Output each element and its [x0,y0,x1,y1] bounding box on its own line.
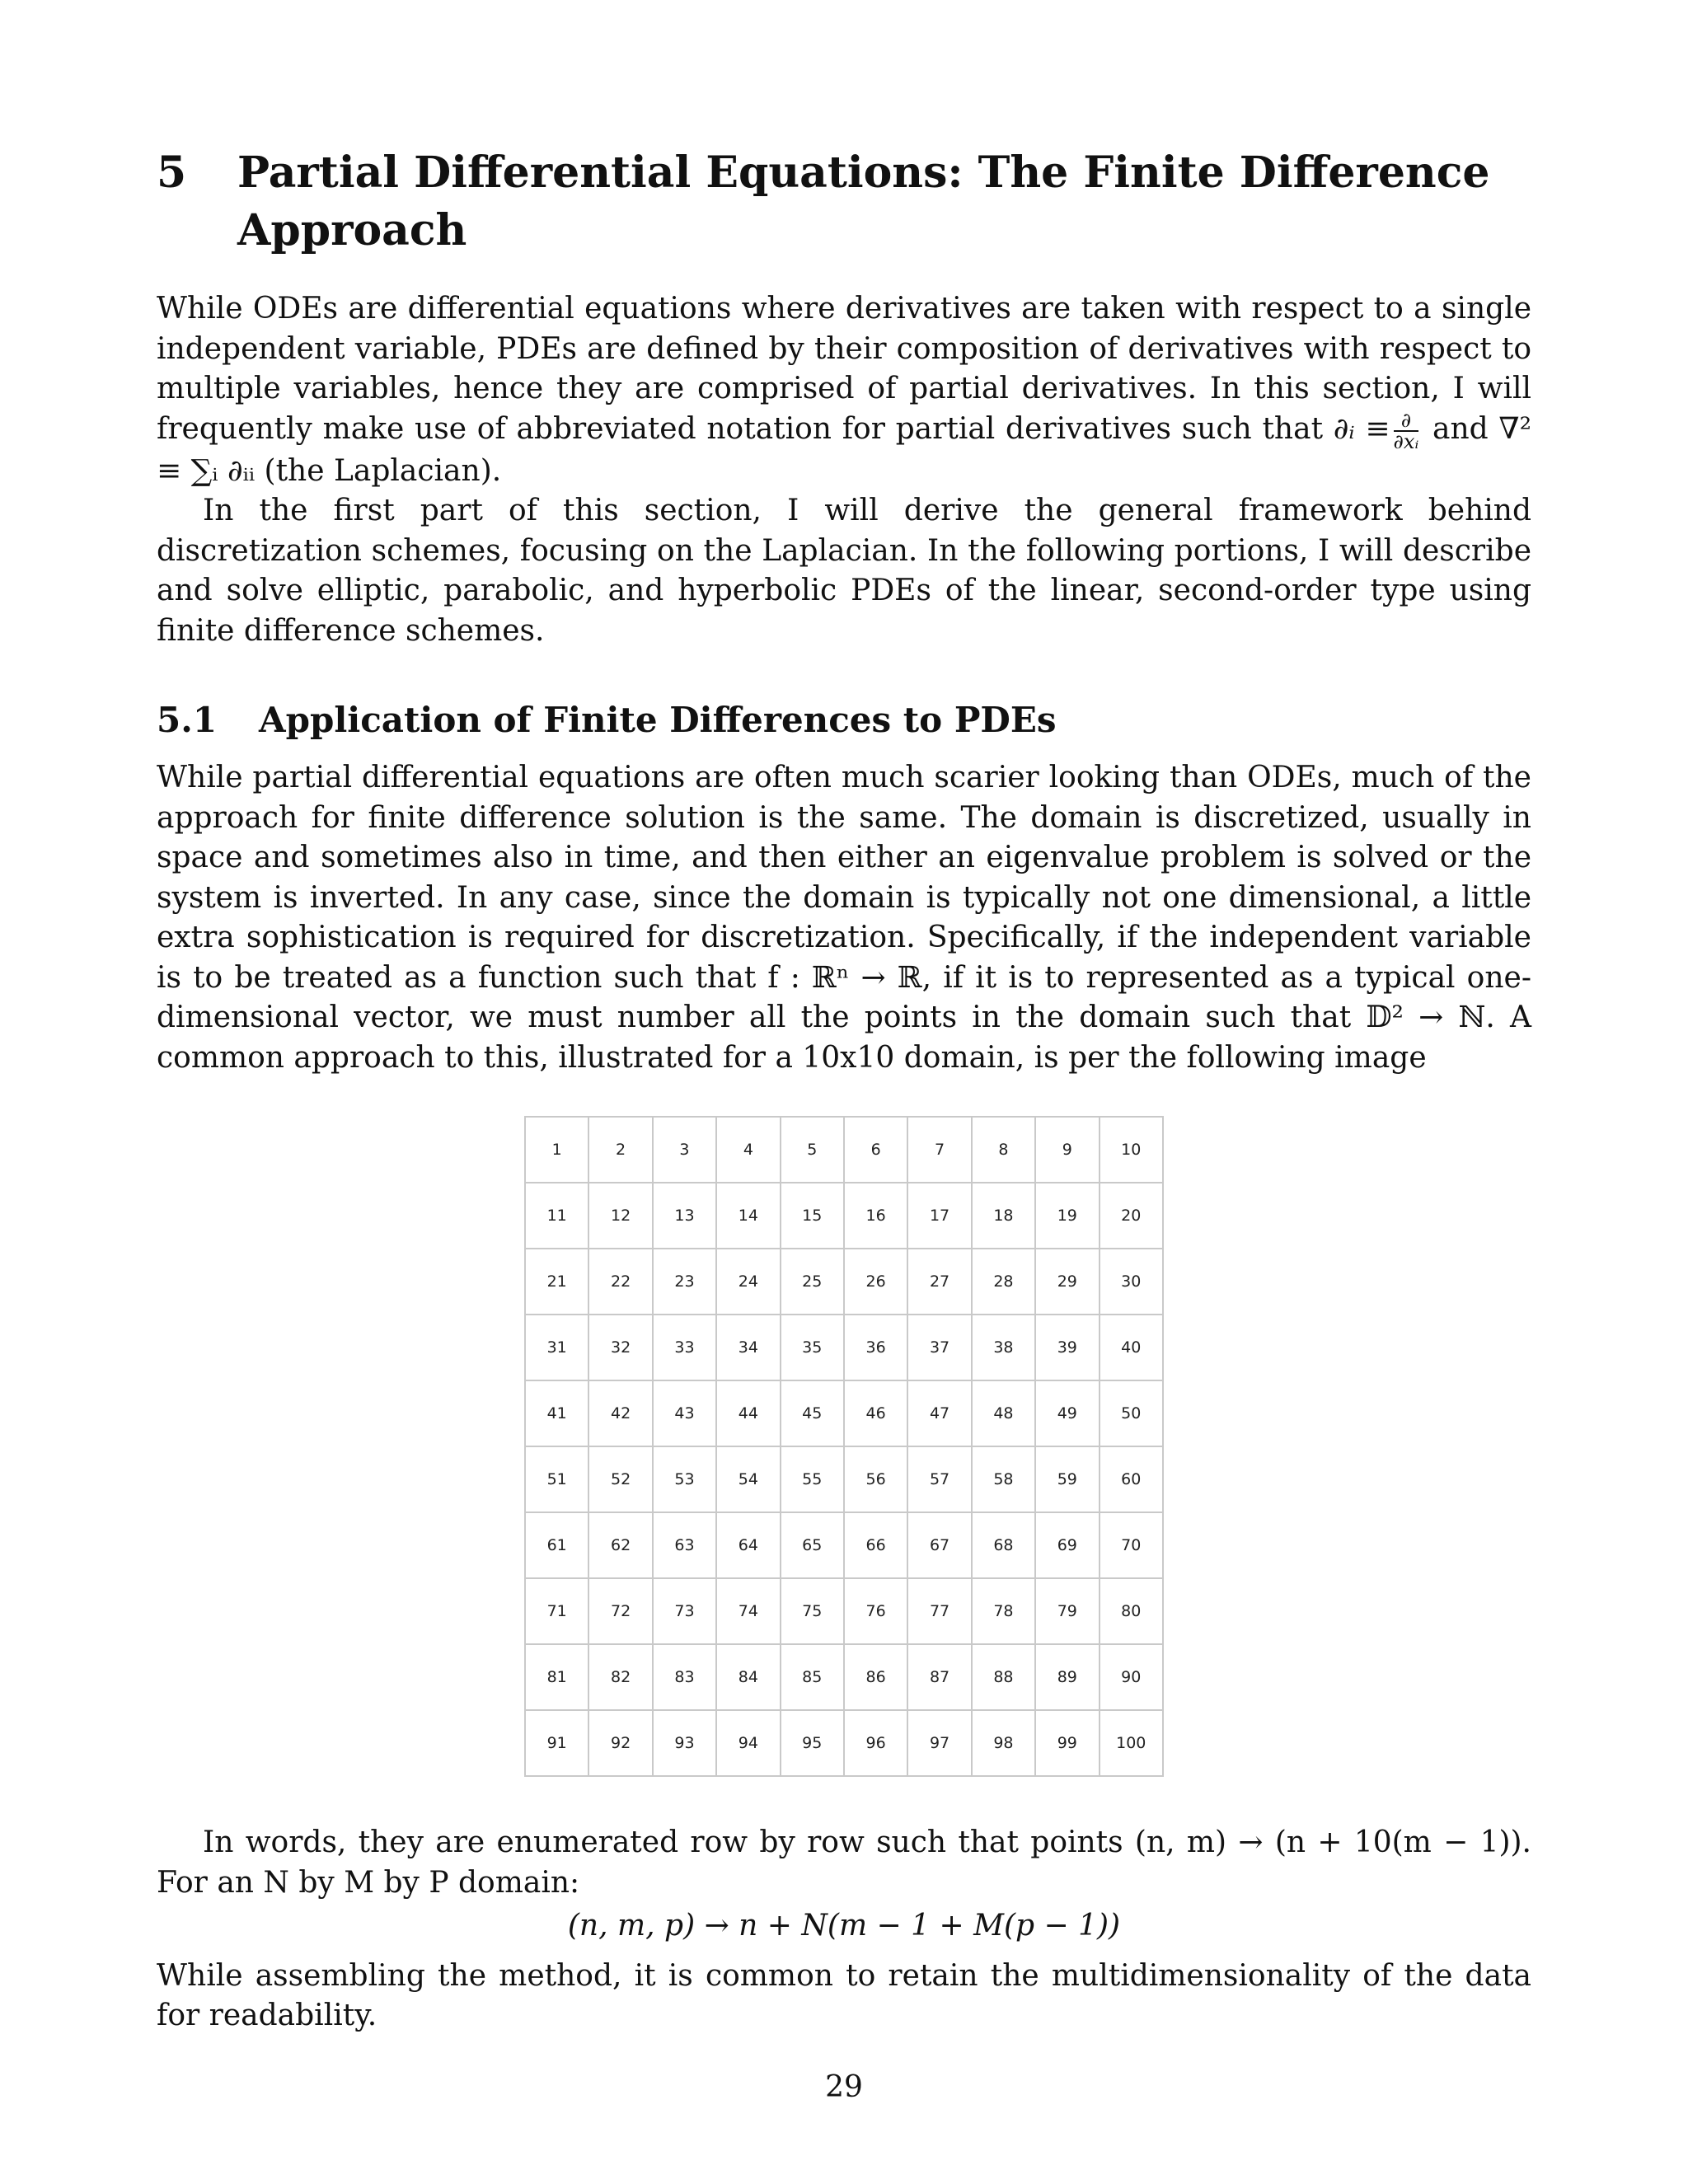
section-heading [157,144,1531,260]
grid-cell: 26 [844,1249,907,1315]
grid-cell: 83 [653,1644,716,1710]
grid-row [525,1315,1163,1380]
grid-cell: 56 [844,1446,907,1512]
enumeration-grid [524,1116,1164,1777]
grid-cell: 49 [1035,1380,1099,1446]
grid-cell: 24 [716,1249,780,1315]
display-equation: (n, m, p) → n + N(m − 1 + M(p − 1)) [567,1909,1121,1943]
grid-cell: 76 [844,1578,907,1644]
grid-row [525,1117,1163,1183]
grid-cell: 99 [1035,1710,1099,1776]
grid-cell: 93 [653,1710,716,1776]
grid-cell: 2 [588,1117,652,1183]
grid-cell: 17 [907,1183,971,1249]
grid-cell: 41 [525,1380,588,1446]
grid-cell: 30 [1100,1249,1163,1315]
partial-notation: ∂ᵢ ≡ [1333,411,1390,446]
grid-cell: 39 [1035,1315,1099,1380]
grid-cell: 29 [1035,1249,1099,1315]
grid-row [525,1578,1163,1644]
grid-cell: 47 [907,1380,971,1446]
intro-paragraph-1 [157,289,1531,491]
grid-cell: 21 [525,1249,588,1315]
grid-cell: 16 [844,1183,907,1249]
grid-cell: 53 [653,1446,716,1512]
grid-cell: 88 [972,1644,1035,1710]
grid-cell: 92 [588,1710,652,1776]
grid-cell: 96 [844,1710,907,1776]
grid-cell: 75 [781,1578,844,1644]
enumeration-grid-figure [524,1116,1164,1777]
grid-cell: 68 [972,1512,1035,1578]
fraction-denominator: ∂xᵢ [1393,429,1419,453]
grid-cell: 23 [653,1249,716,1315]
grid-cell: 8 [972,1117,1035,1183]
grid-row [525,1249,1163,1315]
grid-cell: 100 [1100,1710,1163,1776]
grid-cell: 36 [844,1315,907,1380]
grid-cell: 40 [1100,1315,1163,1380]
subsection-number: 5.1 [157,700,218,740]
grid-cell: 59 [1035,1446,1099,1512]
grid-cell: 66 [844,1512,907,1578]
grid-cell: 82 [588,1644,652,1710]
grid-cell: 62 [588,1512,652,1578]
grid-cell: 84 [716,1644,780,1710]
body-paragraph-1: While partial differential equations are often much scarier looking than ODEs, much of the approach for finite difference solution is the same. The domain is discretized, usually in space and sometimes also in time, and then either an eigenvalue problem is solved or the system is inverted. In any case, since the domain is typically not one dimensional, a little extra sophistication is required for discretization. Specifically, if the independent variable is to be treated as a function such that f : ℝⁿ → ℝ, if it is to represented as a typical one-dimensional vector, we must number all the points in the domain such that 𝔻² → ℕ. A common approach to this, illustrated for a 10x10 domain, is per the following image [157,761,1531,1075]
grid-row [525,1512,1163,1578]
grid-cell: 18 [972,1183,1035,1249]
grid-cell: 9 [1035,1117,1099,1183]
grid-cell: 80 [1100,1578,1163,1644]
grid-cell: 6 [844,1117,907,1183]
grid-cell: 1 [525,1117,588,1183]
grid-cell: 4 [716,1117,780,1183]
grid-cell: 67 [907,1512,971,1578]
grid-cell: 87 [907,1644,971,1710]
grid-cell: 11 [525,1183,588,1249]
grid-cell: 73 [653,1578,716,1644]
grid-cell: 78 [972,1578,1035,1644]
grid-cell: 57 [907,1446,971,1512]
grid-cell: 31 [525,1315,588,1380]
grid-cell: 54 [716,1446,780,1512]
grid-row [525,1380,1163,1446]
grid-row [525,1183,1163,1249]
grid-cell: 72 [588,1578,652,1644]
grid-cell: 77 [907,1578,971,1644]
grid-cell: 94 [716,1710,780,1776]
grid-cell: 28 [972,1249,1035,1315]
grid-cell: 43 [653,1380,716,1446]
page-content [157,144,1531,2036]
grid-cell: 91 [525,1710,588,1776]
grid-cell: 48 [972,1380,1035,1446]
grid-cell: 64 [716,1512,780,1578]
grid-cell: 65 [781,1512,844,1578]
grid-cell: 45 [781,1380,844,1446]
grid-cell: 3 [653,1117,716,1183]
grid-cell: 50 [1100,1380,1163,1446]
grid-cell: 10 [1100,1117,1163,1183]
grid-cell: 22 [588,1249,652,1315]
grid-cell: 69 [1035,1512,1099,1578]
grid-cell: 71 [525,1578,588,1644]
grid-cell: 37 [907,1315,971,1380]
grid-cell: 85 [781,1644,844,1710]
grid-cell: 33 [653,1315,716,1380]
grid-cell: 13 [653,1183,716,1249]
grid-cell: 15 [781,1183,844,1249]
intro-text-a: While ODEs are differential equations where derivatives are taken with respect to a single independent variable, PDEs are defined by their composition of derivatives with respect to multiple variables, hence they are comprised of partial derivatives. In this section, I will frequently make use of abbreviated notation for partial derivatives such that [157,292,1531,446]
grid-row [525,1644,1163,1710]
grid-cell: 25 [781,1249,844,1315]
intro-paragraph-2: In the first part of this section, I will derive the general framework behind discretization schemes, focusing on the Laplacian. In the following portions, I will describe and solve elliptic, parabolic, and hyperbolic PDEs of the linear, second-order type using finite difference schemes. [157,494,1531,648]
grid-cell: 32 [588,1315,652,1380]
grid-cell: 34 [716,1315,780,1380]
grid-cell: 46 [844,1380,907,1446]
page-number: 29 [825,2070,863,2104]
grid-cell: 74 [716,1578,780,1644]
grid-cell: 14 [716,1183,780,1249]
grid-cell: 44 [716,1380,780,1446]
section-number: 5 [157,148,187,198]
grid-cell: 55 [781,1446,844,1512]
grid-cell: 60 [1100,1446,1163,1512]
grid-cell: 79 [1035,1578,1099,1644]
grid-cell: 63 [653,1512,716,1578]
grid-cell: 42 [588,1380,652,1446]
grid-cell: 90 [1100,1644,1163,1710]
grid-cell: 20 [1100,1183,1163,1249]
grid-cell: 27 [907,1249,971,1315]
grid-cell: 19 [1035,1183,1099,1249]
intro-text-b: and ∇² ≡ ∑ᵢ ∂ᵢᵢ (the Laplacian). [157,411,1532,488]
subsection-heading [157,697,1531,743]
partial-fraction [1394,410,1419,452]
grid-cell: 95 [781,1710,844,1776]
grid-cell: 7 [907,1117,971,1183]
body-paragraph-2: In words, they are enumerated row by row such that points (n, m) → (n + 10(m − 1)). For an N by M by P domain: [157,1825,1531,1900]
grid-row [525,1446,1163,1512]
body-paragraph-3: While assembling the method, it is common to retain the multidimensionality of the data for readability. [157,1958,1531,2032]
grid-cell: 98 [972,1710,1035,1776]
section-title: Partial Differential Equations: The Finite Difference Approach [237,148,1490,255]
grid-cell: 97 [907,1710,971,1776]
grid-cell: 86 [844,1644,907,1710]
grid-cell: 5 [781,1117,844,1183]
fraction-numerator: ∂ [1394,410,1419,432]
grid-cell: 61 [525,1512,588,1578]
grid-cell: 35 [781,1315,844,1380]
grid-cell: 81 [525,1644,588,1710]
grid-cell: 52 [588,1446,652,1512]
grid-cell: 51 [525,1446,588,1512]
grid-cell: 38 [972,1315,1035,1380]
grid-cell: 58 [972,1446,1035,1512]
grid-row [525,1710,1163,1776]
grid-cell: 12 [588,1183,652,1249]
grid-cell: 70 [1100,1512,1163,1578]
grid-cell: 89 [1035,1644,1099,1710]
subsection-title: Application of Finite Differences to PDEs [259,700,1057,740]
